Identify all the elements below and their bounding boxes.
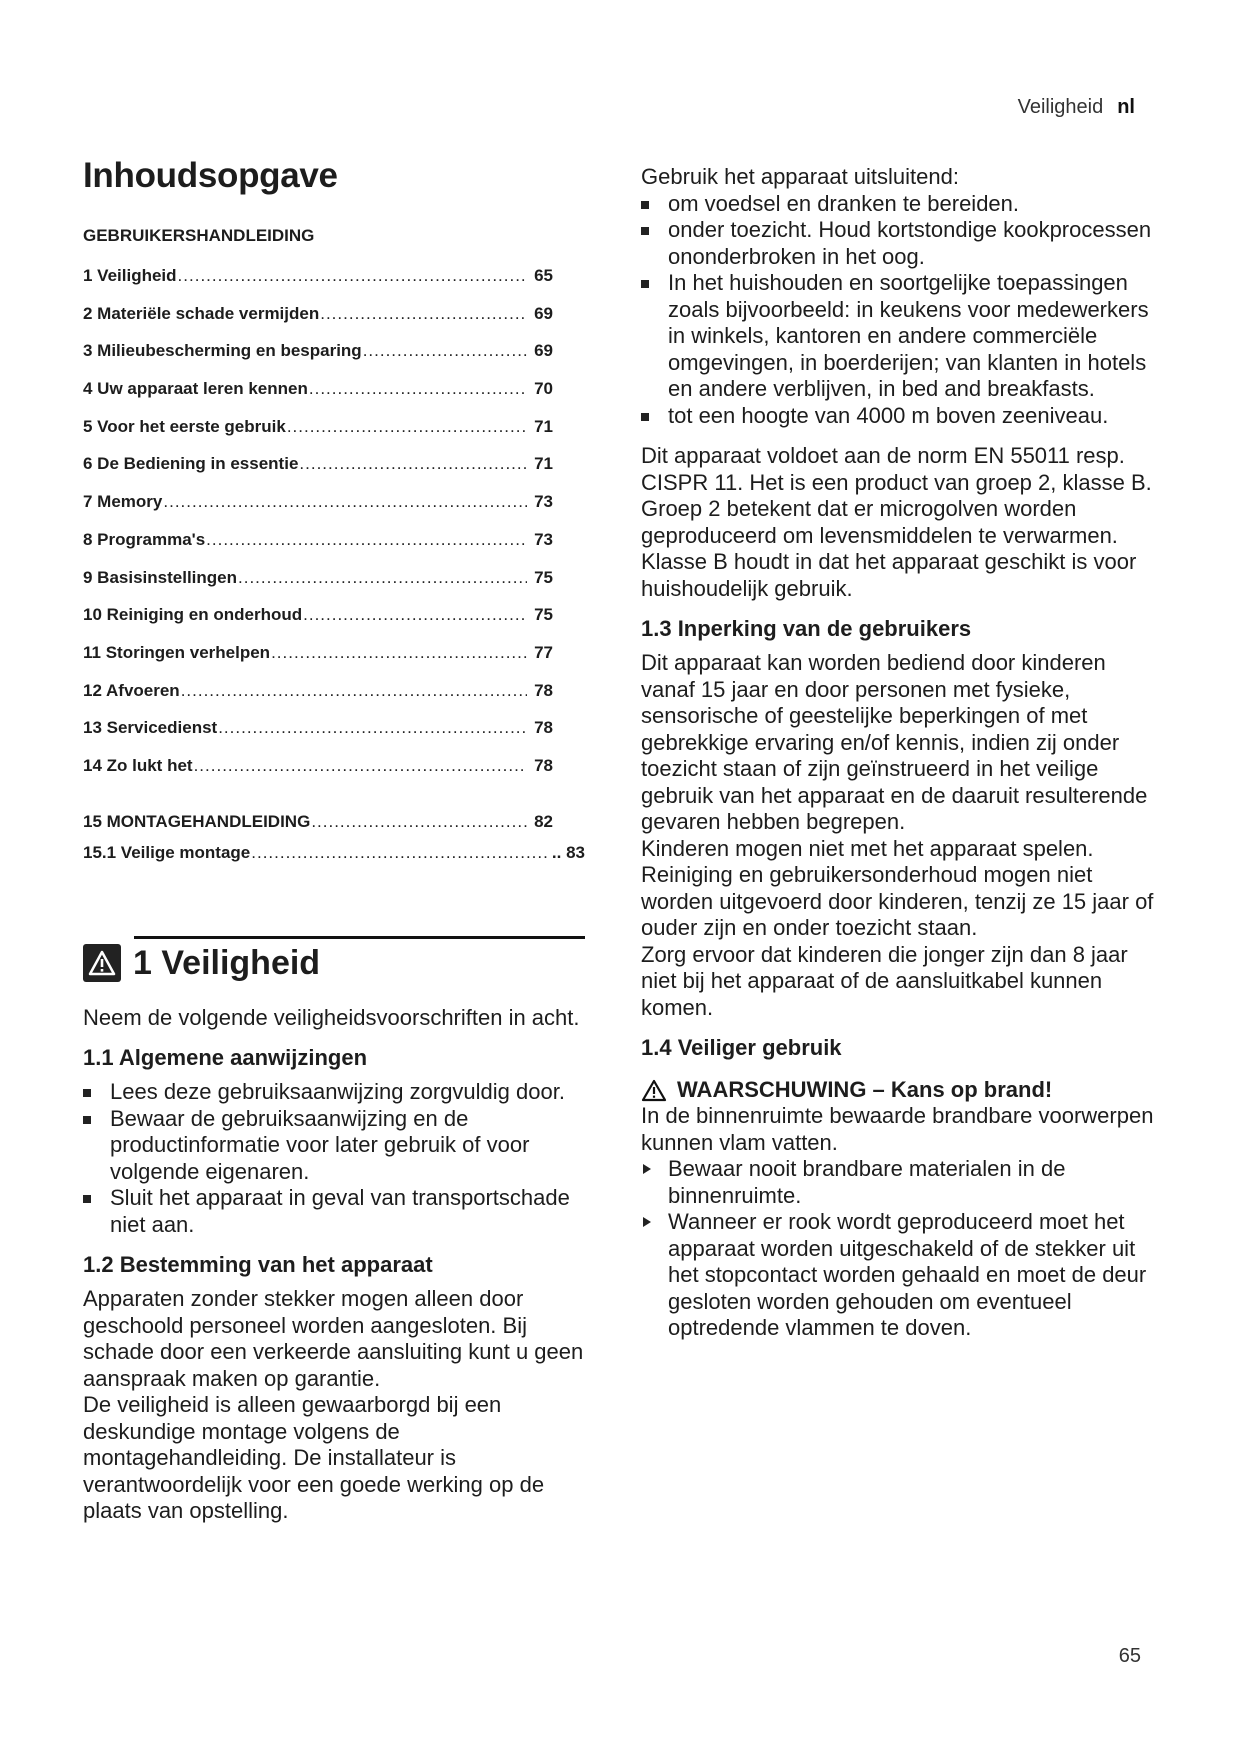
toc-item-page: 78 [534,680,553,700]
left-column [83,150,585,1525]
toc-montage-list [83,812,585,874]
right-column [641,164,1161,1342]
toc-item-page: 69 [534,341,553,361]
header-language: nl [1117,96,1135,118]
toc-leader [218,718,527,738]
toc-item-page: .. 83 [551,842,585,862]
section-title-1-2: 1.2 Bestemming van het apparaat [83,1252,433,1278]
chapter-heading [83,936,585,983]
toc-item-label: 15.1 Veilige montage [83,842,251,862]
toc-item-label: 6 De Bediening in essentie [83,454,299,474]
toc-item-page: 78 [534,718,553,738]
warning-icon [83,944,121,982]
toc-item-label: 15 MONTAGEHANDLEIDING [83,811,311,831]
list-item: Wanneer er rook wordt geproduceerd moet het apparaat worden uitgeschakeld of de stekker uit het stopcontact worden gehaald en moet de deur gesloten worden gehouden om eventueel optredende vlammen te doven. [641,1209,1161,1342]
toc-item-label: 3 Milieubescherming en besparing [83,341,362,361]
list-item: Bewaar nooit brandbare materialen in de binnenruimte. [641,1156,1161,1209]
toc-leader [320,304,527,324]
toc-item-page: 71 [534,454,553,474]
toc-item-page: 82 [534,811,553,831]
section-title-1-3: 1.3 Inperking van de gebruikers [641,616,972,641]
page-number: 65 [1118,1645,1141,1667]
toc-item[interactable] [83,417,553,455]
toc-list [83,266,585,794]
toc-item-page: 70 [534,379,553,399]
header-section: Veiligheid [1017,96,1104,118]
paragraph: Zorg ervoor dat kinderen die jonger zijn dan 8 jaar niet bij het apparaat of de aansluitkabel kunnen komen. [641,941,1128,1020]
paragraph: Dit apparaat kan worden bediend door kinderen vanaf 15 jaar en door personen met fysieke, sensorische of geestelijke beperkingen of met gebrekkige ervaring en/of kennis, indien zij onder toezicht staan of zijn geïnstrueerd in het veilige gebruik van het apparaat en de daaruit resulterende gevaren hebben begrepen. [641,650,1148,834]
paragraph: In de binnenruimte bewaarde brandbare voorwerpen kunnen vlam vatten. [641,1103,1154,1155]
toc-item-page: 75 [534,605,553,625]
toc-leader [163,492,527,512]
toc-item-label: 5 Voor het eerste gebruik [83,416,286,436]
toc-item-label: 2 Materiële schade vermijden [83,303,320,323]
toc-item-page: 65 [534,266,553,285]
toc-item[interactable] [83,266,553,304]
toc-leader [251,843,548,863]
section-title-1-4: 1.4 Veiliger gebruik [641,1035,842,1060]
toc-title: Inhoudsopgave [83,156,338,195]
toc-item-label: 7 Memory [83,492,163,512]
bullet-list [83,1079,585,1238]
paragraph: Reiniging en gebruikersonderhoud mogen niet worden uitgevoerd door kinderen, tenzij ze 15 jaar of ouder zijn en onder toezicht staan. [641,862,1154,940]
spacer [641,429,1161,443]
toc-item-page: 73 [534,529,553,549]
toc-item[interactable] [83,568,553,606]
list-item: tot een hoogte van 4000 m boven zeeniveau. [641,403,1161,430]
toc-leader [238,568,527,588]
list-item: onder toezicht. Houd kortstondige kookprocessen ononderbroken in het oog. [641,217,1161,270]
toc-item[interactable] [83,530,553,568]
toc-item[interactable] [83,605,553,643]
toc-leader [194,756,527,776]
list-item: Lees deze gebruiksaanwijzing zorgvuldig door. [83,1079,585,1106]
toc-item-label: 12 Afvoeren [83,680,180,700]
toc-item[interactable] [83,643,553,681]
warning-heading [641,1077,1161,1103]
paragraph: Dit apparaat voldoet aan de norm EN 55011 resp. CISPR 11. Het is een product van groep 2, klasse B. Groep 2 betekent dat er microgolven worden geproduceerd om levensmiddelen te verwarmen. Klasse B houdt in dat het apparaat geschikt is voor huishoudelijk gebruik. [641,443,1152,601]
warning-label: WAARSCHUWING – Kans op brand! [677,1077,1053,1102]
toc-item-label: 13 Servicedienst [83,718,218,738]
toc-item[interactable] [83,756,553,794]
toc-leader [299,454,527,474]
list-item: In het huishouden en soortgelijke toepassingen zoals bijvoorbeeld: in keukens voor medewerkers in winkels, kantoren en andere commerciële omgevingen, in boerderijen; van klanten in hotels en andere verblijven, in bed and breakfasts. [641,270,1161,403]
running-header [1018,96,1135,119]
paragraph: De veiligheid is alleen gewaarborgd bij een deskundige montage volgens de montagehandleiding. De installateur is verantwoordelijk voor een goede werking op de plaats van opstelling. [83,1392,545,1524]
toc-item-page: 73 [534,492,553,512]
toc-leader [363,341,527,361]
paragraph: Apparaten zonder stekker mogen alleen door geschoold personeel worden aangesloten. Bij schade door een verkeerde aansluiting kunt u geen aanspraak maken op garantie. [83,1286,584,1391]
toc-leader [206,530,527,550]
chapter-rule [134,936,585,939]
section-title-1-1: 1.1 Algemene aanwijzingen [83,1045,368,1071]
toc-leader [309,379,527,399]
toc-item[interactable] [83,341,553,379]
toc-item[interactable] [83,379,553,417]
toc-item[interactable] [83,718,553,756]
toc-item-label: 11 Storingen verhelpen [83,642,271,662]
toc-item[interactable] [83,492,553,530]
toc-leader [271,643,527,663]
paragraph: Kinderen mogen niet met het apparaat spelen. [641,835,1094,861]
list-item: Bewaar de gebruiksaanwijzing en de productinformatie voor later gebruik of voor volgende eigenaren. [83,1106,585,1186]
toc-leader [178,266,527,286]
toc-item-page: 78 [534,755,553,775]
list-item: om voedsel en dranken te bereiden. [641,191,1161,218]
toc-leader [181,681,527,701]
toc-item-label: 4 Uw apparaat leren kennen [83,379,308,399]
toc-item-page: 71 [534,416,553,436]
toc-item-label: 8 Programma's [83,529,206,549]
paragraph: Gebruik het apparaat uitsluitend: [641,164,959,189]
warning-triangle-icon [641,1079,667,1102]
chapter-veiligheid [83,936,585,1525]
toc-section-head: GEBRUIKERSHANDLEIDING [83,226,315,245]
toc-item-page: 69 [534,303,553,323]
toc-item[interactable] [83,681,553,719]
toc-item-label: 10 Reiniging en onderhoud [83,605,303,625]
toc-item[interactable] [83,304,553,342]
toc-item-label: 9 Basisinstellingen [83,567,237,587]
toc-item-page: 77 [534,642,553,662]
toc-item[interactable] [83,454,553,492]
toc-leader [287,417,527,437]
chapter-title: 1 Veiligheid [133,943,321,982]
list-item: Sluit het apparaat in geval van transportschade niet aan. [83,1185,585,1238]
toc-item[interactable] [83,812,553,843]
toc-leader [311,812,530,832]
bullet-list [641,191,1161,430]
toc-item-label: 1 Veiligheid [83,266,177,285]
toc-item-page: 75 [534,567,553,587]
chapter-intro: Neem de volgende veiligheidsvoorschriften in acht. [83,1004,580,1030]
toc-leader [303,605,527,625]
toc-item-label: 14 Zo lukt het [83,755,193,775]
step-list [641,1156,1161,1342]
toc-item[interactable] [83,843,585,874]
